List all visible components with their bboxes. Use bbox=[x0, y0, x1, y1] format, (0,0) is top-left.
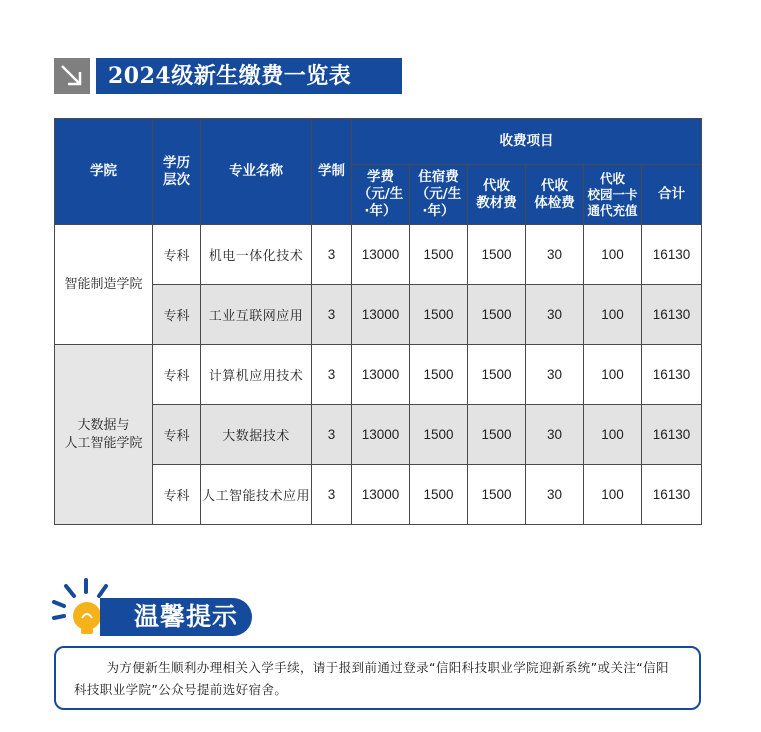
header-total: 合计 bbox=[642, 165, 702, 225]
tuition-cell: 13000 bbox=[352, 225, 410, 285]
tuition-cell: 13000 bbox=[352, 465, 410, 525]
header-physical: 代收 体检费 bbox=[526, 165, 584, 225]
total-cell: 16130 bbox=[642, 465, 702, 525]
dorm-cell: 1500 bbox=[410, 285, 468, 345]
level-cell: 专科 bbox=[153, 345, 201, 405]
level-cell: 专科 bbox=[153, 465, 201, 525]
physical-cell: 30 bbox=[526, 285, 584, 345]
header-duration: 学制 bbox=[312, 119, 352, 225]
header-dorm: 住宿费 （元/生 ·年） bbox=[410, 165, 468, 225]
college-cell: 大数据与 人工智能学院 bbox=[55, 345, 153, 525]
card-cell: 100 bbox=[584, 225, 642, 285]
card-cell: 100 bbox=[584, 345, 642, 405]
tuition-cell: 13000 bbox=[352, 285, 410, 345]
level-cell: 专科 bbox=[153, 285, 201, 345]
header-card: 代收 校园一卡 通代充值 bbox=[584, 165, 642, 225]
major-cell: 机电一体化技术 bbox=[201, 225, 312, 285]
tip-text: 为方便新生顺利办理相关入学手续，请于报到前通过登录“信阳科技职业学院迎新系统”或关注“信阳科技职业学院”公众号提前选好宿舍。 bbox=[74, 660, 669, 697]
total-cell: 16130 bbox=[642, 225, 702, 285]
table-row bbox=[55, 345, 702, 405]
fee-table bbox=[54, 118, 702, 525]
table-row bbox=[55, 405, 702, 465]
tuition-cell: 13000 bbox=[352, 345, 410, 405]
duration-cell: 3 bbox=[312, 465, 352, 525]
table-row bbox=[55, 465, 702, 525]
textbook-cell: 1500 bbox=[468, 285, 526, 345]
physical-cell: 30 bbox=[526, 345, 584, 405]
tip-header bbox=[50, 578, 310, 638]
dorm-cell: 1500 bbox=[410, 345, 468, 405]
header-fee-group: 收费项目 bbox=[352, 119, 702, 165]
header-textbook: 代收 教材费 bbox=[468, 165, 526, 225]
major-cell: 大数据技术 bbox=[201, 405, 312, 465]
textbook-cell: 1500 bbox=[468, 345, 526, 405]
total-cell: 16130 bbox=[642, 405, 702, 465]
page-title-bar bbox=[54, 58, 402, 94]
tip-heading: 温馨提示 bbox=[100, 598, 252, 636]
table-row bbox=[55, 285, 702, 345]
physical-cell: 30 bbox=[526, 465, 584, 525]
tuition-cell: 13000 bbox=[352, 405, 410, 465]
tip-box bbox=[54, 646, 701, 710]
textbook-cell: 1500 bbox=[468, 405, 526, 465]
level-cell: 专科 bbox=[153, 225, 201, 285]
table-row bbox=[55, 225, 702, 285]
card-cell: 100 bbox=[584, 285, 642, 345]
card-cell: 100 bbox=[584, 465, 642, 525]
page-title: 2024级新生缴费一览表 bbox=[96, 58, 402, 94]
duration-cell: 3 bbox=[312, 405, 352, 465]
duration-cell: 3 bbox=[312, 345, 352, 405]
physical-cell: 30 bbox=[526, 225, 584, 285]
physical-cell: 30 bbox=[526, 405, 584, 465]
card-cell: 100 bbox=[584, 405, 642, 465]
dorm-cell: 1500 bbox=[410, 405, 468, 465]
duration-cell: 3 bbox=[312, 225, 352, 285]
level-cell: 专科 bbox=[153, 405, 201, 465]
textbook-cell: 1500 bbox=[468, 465, 526, 525]
major-cell: 人工智能技术应用 bbox=[201, 465, 312, 525]
total-cell: 16130 bbox=[642, 285, 702, 345]
college-cell: 智能制造学院 bbox=[55, 225, 153, 345]
total-cell: 16130 bbox=[642, 345, 702, 405]
textbook-cell: 1500 bbox=[468, 225, 526, 285]
dorm-cell: 1500 bbox=[410, 465, 468, 525]
major-cell: 工业互联网应用 bbox=[201, 285, 312, 345]
header-level: 学历 层次 bbox=[153, 119, 201, 225]
header-major: 专业名称 bbox=[201, 119, 312, 225]
header-college: 学院 bbox=[55, 119, 153, 225]
arrow-down-right-icon bbox=[54, 58, 90, 94]
dorm-cell: 1500 bbox=[410, 225, 468, 285]
duration-cell: 3 bbox=[312, 285, 352, 345]
header-tuition: 学费 （元/生 ·年） bbox=[352, 165, 410, 225]
major-cell: 计算机应用技术 bbox=[201, 345, 312, 405]
